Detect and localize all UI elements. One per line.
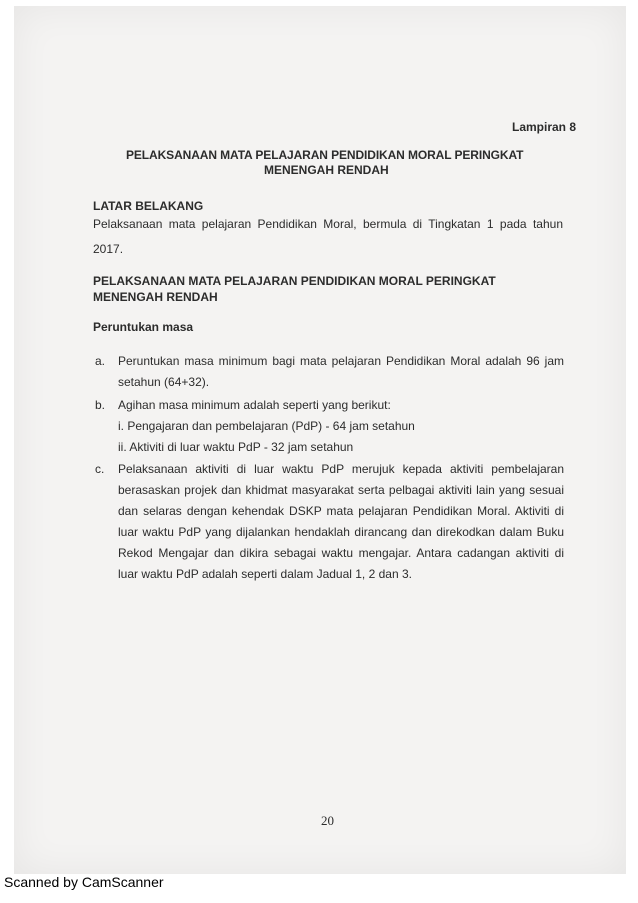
page-number: 20 [321,813,334,828]
item-b-i: i. Pengajaran dan pembelajaran (PdP) - 64 jam setahun [118,419,415,433]
scanner-watermark: Scanned by CamScanner [4,874,164,890]
section-heading-latar: LATAR BELAKANG [93,199,204,213]
latar-text-line1: Pelaksanaan mata pelajaran Pendidikan Moral, bermula di Tingkatan 1 pada tahun [93,217,563,231]
scanned-page [14,6,626,874]
item-c-line2: berasaskan projek dan khidmat masyarakat serta pelbagai aktiviti lain yang sesuai [118,483,564,497]
section-heading-line1: PELAKSANAAN MATA PELAJARAN PENDIDIKAN MORAL PERINGKAT [93,274,496,288]
item-c-line4: luar waktu PdP yang dijalankan hendaklah dirancang dan direkodkan dalam Buku [118,525,564,539]
item-b-marker: b. [95,398,106,412]
item-a-line1: Peruntukan masa minimum bagi mata pelajaran Pendidikan Moral adalah 96 jam [118,354,564,368]
item-c-line5: Rekod Mengajar dan dikira sebagai waktu mengajar. Antara cadangan aktiviti di [118,546,564,560]
item-a-line2: setahun (64+32). [118,375,210,389]
item-c-line3: dan selaras dengan kehendak DSKP mata pelajaran Pendidikan Moral. Aktiviti di [118,504,564,518]
subheading-peruntukan: Peruntukan masa [93,320,194,334]
item-b-line1: Agihan masa minimum adalah seperti yang berikut: [118,398,391,412]
latar-text-line2: 2017. [93,242,124,256]
item-c-marker: c. [95,462,105,476]
item-c-line1: Pelaksanaan aktiviti di luar waktu PdP merujuk kepada aktiviti pembelajaran [118,462,564,476]
item-a-marker: a. [95,354,106,368]
item-c-line6: luar waktu PdP adalah seperti dalam Jadual 1, 2 dan 3. [118,567,412,581]
document-title-line2: MENENGAH RENDAH [264,163,389,177]
item-b-ii: ii. Aktiviti di luar waktu PdP - 32 jam setahun [118,440,354,454]
appendix-label: Lampiran 8 [512,120,577,134]
section-heading-line2: MENENGAH RENDAH [93,290,218,304]
document-title-line1: PELAKSANAAN MATA PELAJARAN PENDIDIKAN MORAL PERINGKAT [126,148,524,162]
